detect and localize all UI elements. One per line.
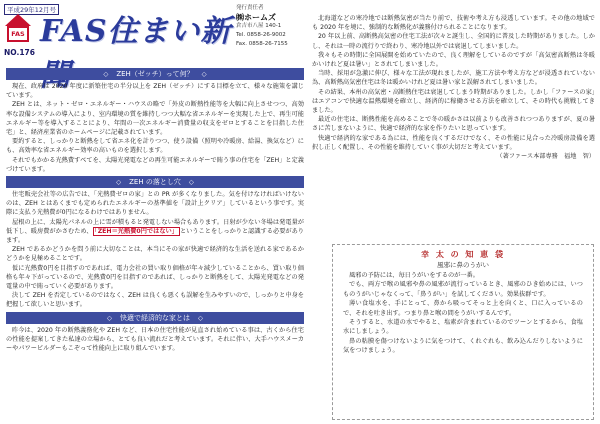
paragraph-text: 屋根の上に、太陽光パネルの上に雪が積もると発電しない場合もあります。日射が少ない冬場は発電量が低下し、暖房費がかさむため、 [6,218,304,235]
paragraph: 我々もその時期に全国展開を始めていたので、良く理解をしているのですが「高気密高断熱は冬暖かいけれど夏は暑い」とされてしまいました。 [312,51,595,69]
issue-date: 平成29年12月号 [4,4,59,15]
paragraph: 現在、政府は 2020 年度に新築住宅の半分以上を ZEH（ゼッチ）にする目標を立て、様々な施策を講じています。 [6,83,304,100]
paragraph: ZEH とは、ネット・ゼロ・エネルギー・ハウスの略で「外皮の断熱性能等を大幅に向上させつつ、高効率な設備システムの導入により、室内環境の質を維持しつつ大幅な省エネルギーを実現した上で、再生可能エネルギー等を導入することにより、年間の一次エネルギー消費量の収支をゼロとすることを目指した住宅」と、経済産業省のホームページに記載されています。 [6,101,304,137]
publisher-info [236,4,306,49]
newspaper-title: FAS住まい新 [40,14,232,49]
column-subtitle: 風邪に鼻のうがい [437,261,489,269]
publisher-label: 発行責任者 [236,5,264,11]
diamond-icon: ◇ [188,178,194,187]
paragraph: 20 年以上前、高断熱高気密の住宅工法が次々と誕生し、全国的に普及した時期がありました。しかし、それは一時の流行りで終わり、寒冷地以外では衰退してしまいました。 [312,33,595,50]
heading-text: ZEH の落とし穴 [129,178,181,187]
paragraph: 鼻の粘膜を傷つけないように気をつけて、くれぐれも、飲み込んだりしないように気をつけましょう。 [343,337,583,355]
company-fax: Fax. 0858-26-7155 [236,41,288,47]
paragraph: 最近の住宅は、断熱性能を高めることで冬の暖かさは以前よりも改善されつつありますが、夏の暑さに苦しまないように、快適で経済的な家を作りたいと思っています。 [312,116,595,133]
paragraph: 快適で経済的な家である為には、性能を良くするだけでなく、その性能に見合った冷暖房設備を選択し正しく配置し、その性能を維持していく事が大切だと考えています。 [312,134,595,151]
paragraph: その結果、本州の高気密・高断熱住宅は衰退してしまう時期がありました。しかし「ファースの家」はエアコンで快適な温熱環境を確立し、経済的に稼働させる方法を確立して、その時代も挑戦してきました。 [312,88,595,115]
paragraph: そうすると、水道の水でやると、塩素が含まれているのでツーンとするから、食塩水にしましょう。 [343,319,583,336]
diamond-icon: ◇ [107,313,112,322]
paragraph: それでもかかる光熱費すべてを、太陽光発電などの再生可能エネルギーで賄う事の住宅を「ZEH」と定義づけています。 [6,156,304,173]
paragraph: ZEH であるかどうかを問う前に大切なことは、本当にその家が快適で経済的な生活を送れる家であるかどうかを見極めることです。 [6,246,304,263]
heading-text: ZEH（ゼッチ）って何？ [116,70,194,78]
article-heading-zeh [6,68,304,80]
diamond-icon: ◇ [116,178,122,187]
paragraph: 住宅販売会社等の広告では、「光熱費ゼロの家」との PR が多くなりました。気を付けなければいけないのは、ZEH とはあくまでも定められたエネルギーの基準値を「設計上クリア」しているという事です。実際に支払う光熱費が0円になるわけではありません。 [6,191,304,217]
author-signature: （著ファース本部専務 福地 智） [496,153,595,161]
company-name: ㈱ホームズ [236,13,276,22]
diamond-icon: ◇ [198,313,203,322]
diamond-icon: ◇ [201,70,207,78]
column-body [343,271,583,356]
company-address: 倉吉市八屋 140-1 [236,23,282,29]
paragraph: 決して ZEH を否定しているのではなく、ZEH は良くも悪くも誤解を生みやすいので、しっかりと中身を把握して欲しいと思います。 [6,292,304,309]
paragraph: でも、両方で喉の風邪や鼻の風邪が流行っているとき、風邪のひき始めには、いつものうがいじゃなくって、「鼻うがい」を試してください。効果抜群です。 [343,281,583,298]
paragraph-text: ということをしっかりと認識する必要があります。 [6,227,304,245]
paragraph: 北海道などの寒冷地では断熱気密が当たり前で、技術や考え方も浸透しています。その他の地域でも 2020 年を境に、強制的な断熱化が義務付けられることになります。 [312,15,595,32]
paragraph: 昨今は、2020 年の断熱義務化や ZEH など、日本の住宅性能が見直され始めている事は、古くから住宅の性能を提案してきた私達の立場から、とても良い流れだと考えています。それに伴い、大手ハウスメーカーやパワービルダーもこぞって性能向上に取り組んでいます。 [6,326,304,353]
highlight-text: 「ZEH＝光熱費0円ではない」 [94,227,178,235]
paragraph: 当時、採用が急激に伸び、様々な工法が現れましたが、施工方法や考え方などが浸透されていない為、高断熱高気密住宅は冬は暖かいけれど夏は暑い家と誤解されてしまいました。 [312,70,595,87]
paragraph: 仮に光熱費0円を目指すのであれば、電力会社の買い取り価格が年々減少していることから、買い取り価格も年々下がっているので、光熱費0円を目指すのであれば、しっかりと断熱をして、太陽光発電などの発電量の中で賄っていく必要があります。 [6,264,304,291]
diamond-icon: ◇ [103,70,109,78]
paragraph: 薄い食塩水を、手にとって、鼻から吸ってそっと上を向くと、口に入っているので、それを吐き出す。つまり鼻と喉の間をうがいするんです。 [343,300,583,317]
left-column [6,66,304,420]
company-tel: Tel. 0858-26-9002 [236,32,286,38]
article-heading-comfort [6,312,304,324]
wisdom-column-box [332,244,594,420]
paragraph: 要約すると、しっかりと断熱をして省エネ化を計りつつ、使う設備（照明や冷暖房、給湯、換気など）にも、高効率な省エネルギー効率の高いものを選択します。 [6,138,304,155]
right-column [312,14,595,236]
paragraph: 風邪の予防には、毎日うがいをするのが一番。 [349,272,479,279]
logo-text: FAS [7,26,29,42]
column-title: 幸 太 の 知 恵 袋 [421,250,505,259]
heading-text: 快適で経済的な家とは [120,313,190,322]
paragraph [6,218,304,246]
issue-number: NO.176 [4,48,35,57]
house-roof-icon [5,14,31,26]
fas-logo [4,14,32,46]
article-heading-pitfall [6,176,304,188]
